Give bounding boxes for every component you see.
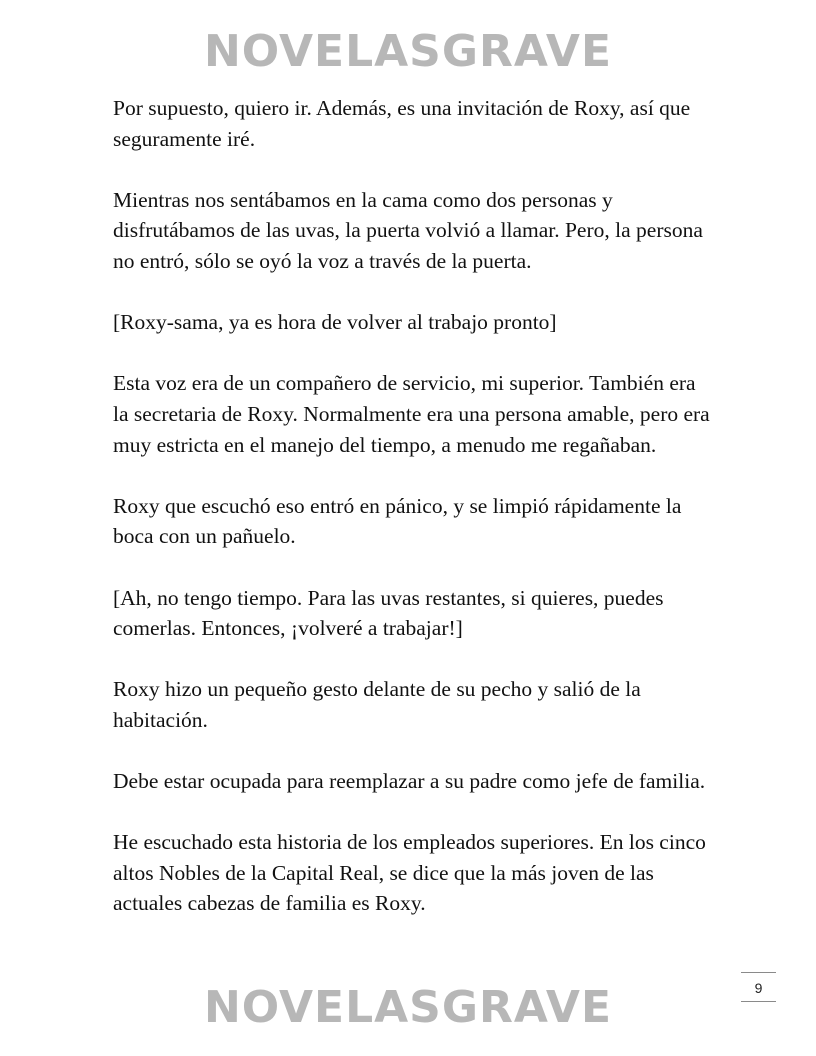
paragraph: Mientras nos sentábamos en la cama como dos personas y disfrutábamos de las uvas, la puerta volvió a llamar. Pero, la persona no entró, sólo se oyó la voz a través de la puerta.: [113, 187, 703, 273]
header-logo: NOVELASGRAVE: [203, 26, 613, 77]
paragraph: Roxy hizo un pequeño gesto delante de su pecho y salió de la habitación.: [113, 677, 641, 732]
paragraph: [Ah, no tengo tiempo. Para las uvas restantes, si quieres, puedes comerlas. Entonces, ¡volveré a trabajar!]: [113, 585, 664, 641]
footer-logo: NOVELASGRAVE: [203, 982, 613, 1033]
paragraph: Por supuesto, quiero ir. Además, es una invitación de Roxy, así que seguramente iré.: [113, 96, 691, 151]
paragraph: Esta voz era de un compañero de servicio, mi superior. También era la secretaria de Roxy. Normalmente era una persona amable, pero era muy estricta en el manejo del tiempo, a menudo me regañaban.: [113, 371, 710, 457]
paragraph: He escuchado esta historia de los empleados superiores. En los cinco altos Nobles de la Capital Real, se dice que la más joven de las actuales cabezas de familia es Roxy.: [113, 830, 706, 916]
paragraph: Debe estar ocupada para reemplazar a su padre como jefe de familia.: [113, 769, 706, 794]
paragraph: [Roxy-sama, ya es hora de volver al trabajo pronto]: [113, 310, 557, 335]
document-body: [113, 93, 713, 950]
paragraph: Roxy que escuchó eso entró en pánico, y se limpió rápidamente la boca con un pañuelo.: [113, 493, 682, 549]
page-number: 9: [741, 972, 776, 1002]
